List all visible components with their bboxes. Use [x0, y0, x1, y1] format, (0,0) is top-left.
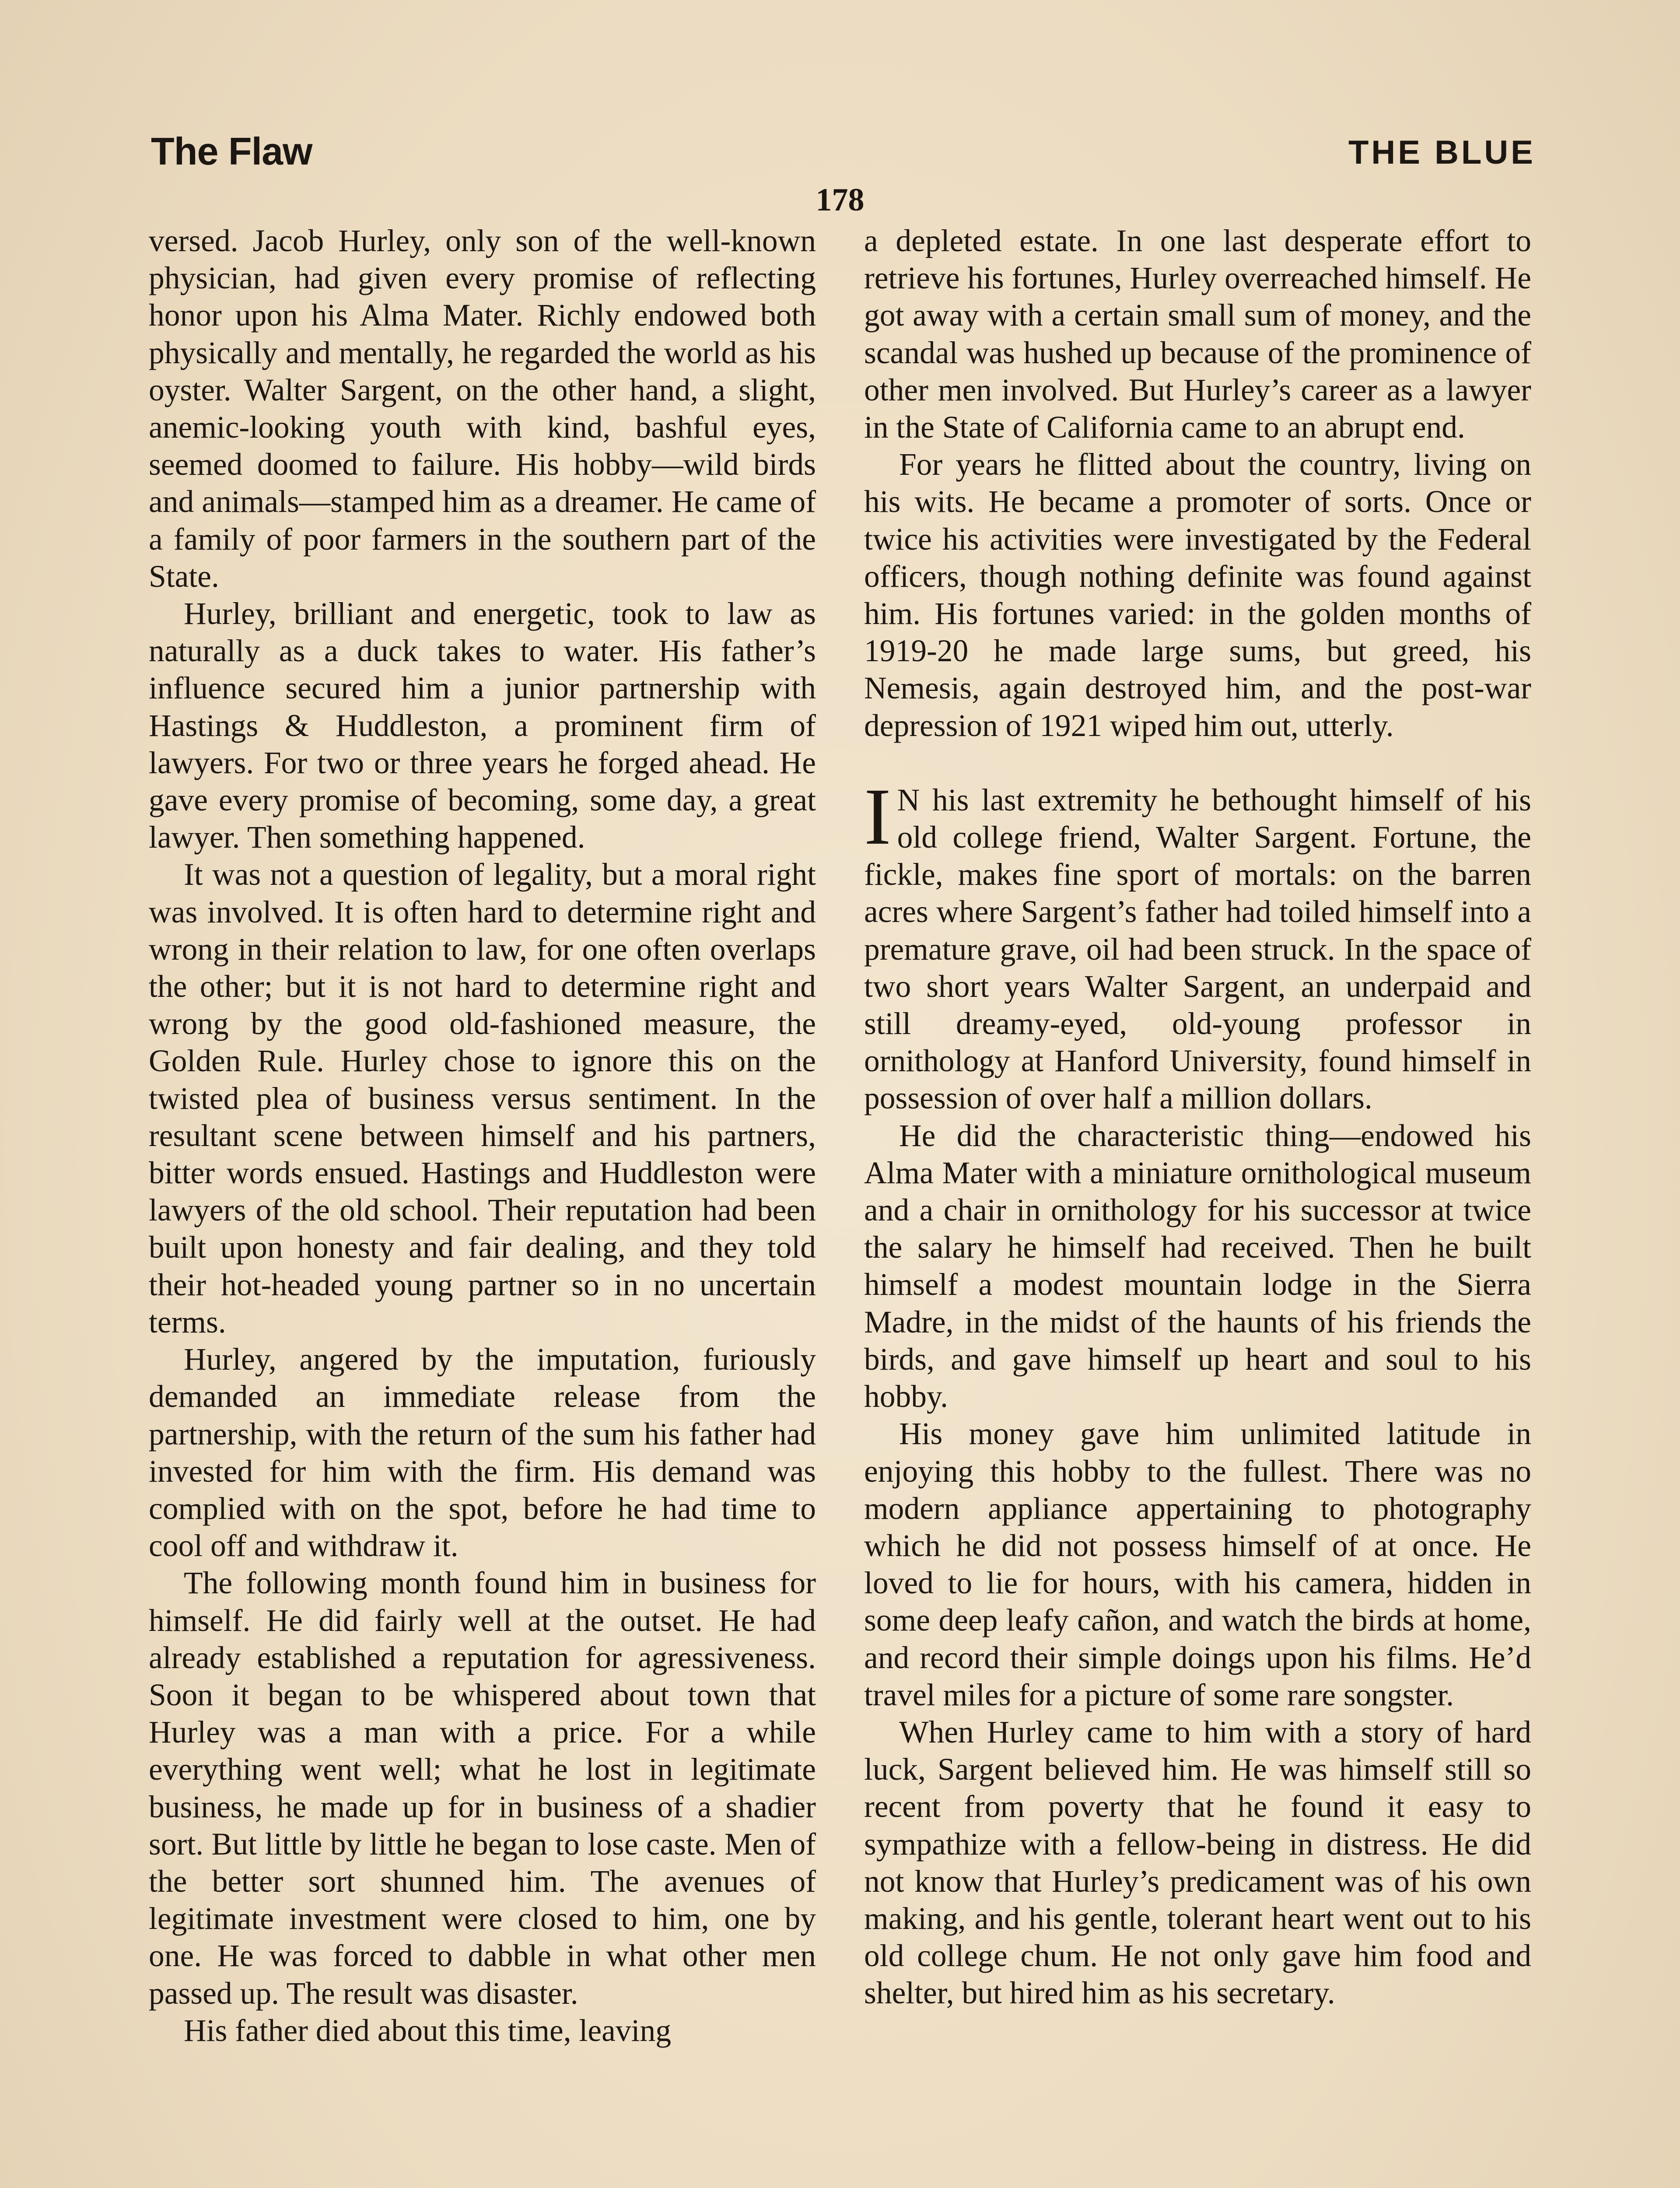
left-column: [149, 222, 816, 2049]
paragraph: Hurley, angered by the imputation, furiously demanded an immediate release from the partnership, with the return of the sum his father had invested for him with the firm. His demand was complied with on the spot, before he had time to cool off and withdraw it.: [149, 1342, 816, 1564]
page-number: 178: [816, 182, 864, 218]
right-column: [864, 222, 1531, 2012]
paragraph: His father died about this time, leaving: [184, 2013, 671, 2048]
paragraph: For years he flitted about the country, living on his wits. He became a promoter of sorts. Once or twice his activities were investigated by the Federal officers, though nothing definite was found against him. His fortunes varied: in the golden months of 1919-20 he made large sums, but greed, his Nemesis, again destroyed him, and the post-war depression of 1921 wiped him out, utterly.: [864, 447, 1531, 743]
paragraph: His money gave him unlimited latitude in enjoying this hobby to the fullest. There was no modern appliance appertaining to photography which he did not possess himself of at once. He loved to lie for hours, with his camera, hidden in some deep leafy cañon, and watch the birds at home, and record their simple doings upon his films. He’d travel miles for a picture of some rare songster.: [864, 1417, 1531, 1712]
paragraph: a depleted estate. In one last desperate effort to retrieve his fortunes, Hurley overreached himself. He got away with a certain small sum of money, and the scandal was hushed up because of the prominence of other men involved. But Hurley’s career as a lawyer in the State of California came to an abrupt end.: [864, 224, 1531, 445]
paragraph: He did the characteristic thing—endowed his Alma Mater with a miniature ornithological museum and a chair in ornithology for his successor at twice the salary he himself had received. Then he built himself a modest mountain lodge in the Sierra Madre, in the midst of the haunts of his friends the birds, and gave himself up heart and soul to his hobby.: [864, 1118, 1531, 1414]
section-opening-paragraph: [864, 771, 1531, 1117]
paragraph: Hurley, brilliant and energetic, took to law as naturally as a duck takes to water. His father’s influence secured him a junior partnership with Hastings & Huddleston, a prominent firm of lawyers. For two or three years he forged ahead. He gave every promise of becoming, some day, a great lawyer. Then something happened.: [149, 596, 816, 855]
paragraph: It was not a question of legality, but a moral right was involved. It is often hard to determine right and wrong in their relation to law, for one often overlaps the other; but it is not hard to determine right and wrong by the good old-fashioned measure, the Golden Rule. Hurley chose to ignore this on the twisted plea of business versus sentiment. In the resultant scene between himself and his partners, bitter words ensued. Hastings and Huddleston were lawyers of the old school. Their reputation had been built upon honesty and fair dealing, and they told their hot-headed young partner so in no uncertain terms.: [149, 857, 816, 1339]
paragraph-text: N his last extremity he bethought himself of his old college friend, Walter Sargent. Fortune, the fickle, makes fine sport of mortals: on the barren acres where Sargent’s father had toiled himself into a premature grave, oil had been struck. In the space of two short years Walter Sargent, an underpaid and still dreamy-eyed, old-young professor in ornithology at Hanford University, found himself in possession of over half a million dollars.: [864, 782, 1531, 1116]
running-title: The Flaw: [151, 130, 312, 173]
magazine-name: THE BLUE: [1348, 134, 1536, 171]
paragraph: When Hurley came to him with a story of hard luck, Sargent believed him. He was himself still so recent from poverty that he found it easy to sympathize with a fellow-being in distress. He did not know that Hurley’s predicament was of his own making, and his gentle, tolerant heart went out to his old college chum. He not only gave him food and shelter, but hired him as his secretary.: [864, 1715, 1531, 2011]
drop-cap: I: [864, 771, 891, 862]
paragraph: The following month found him in business for himself. He did fairly well at the outset. He had already established a reputation for agressiveness. Soon it began to be whispered about town that Hurley was a man with a price. For a while everything went well; what he lost in legitimate business, he made up for in business of a shadier sort. But little by little he began to lose caste. Men of the better sort shunned him. The avenues of legitimate investment were closed to him, one by one. He was forced to dabble in what other men passed up. The result was disaster.: [149, 1566, 816, 2011]
paragraph: versed. Jacob Hurley, only son of the well-known physician, had given every promise of reflecting honor upon his Alma Mater. Richly endowed both physically and mentally, he regarded the world as his oyster. Walter Sargent, on the other hand, a slight, anemic-looking youth with kind, bashful eyes, seemed doomed to failure. His hobby—wild birds and animals—stamped him as a dreamer. He came of a family of poor farmers in the southern part of the State.: [149, 224, 816, 594]
